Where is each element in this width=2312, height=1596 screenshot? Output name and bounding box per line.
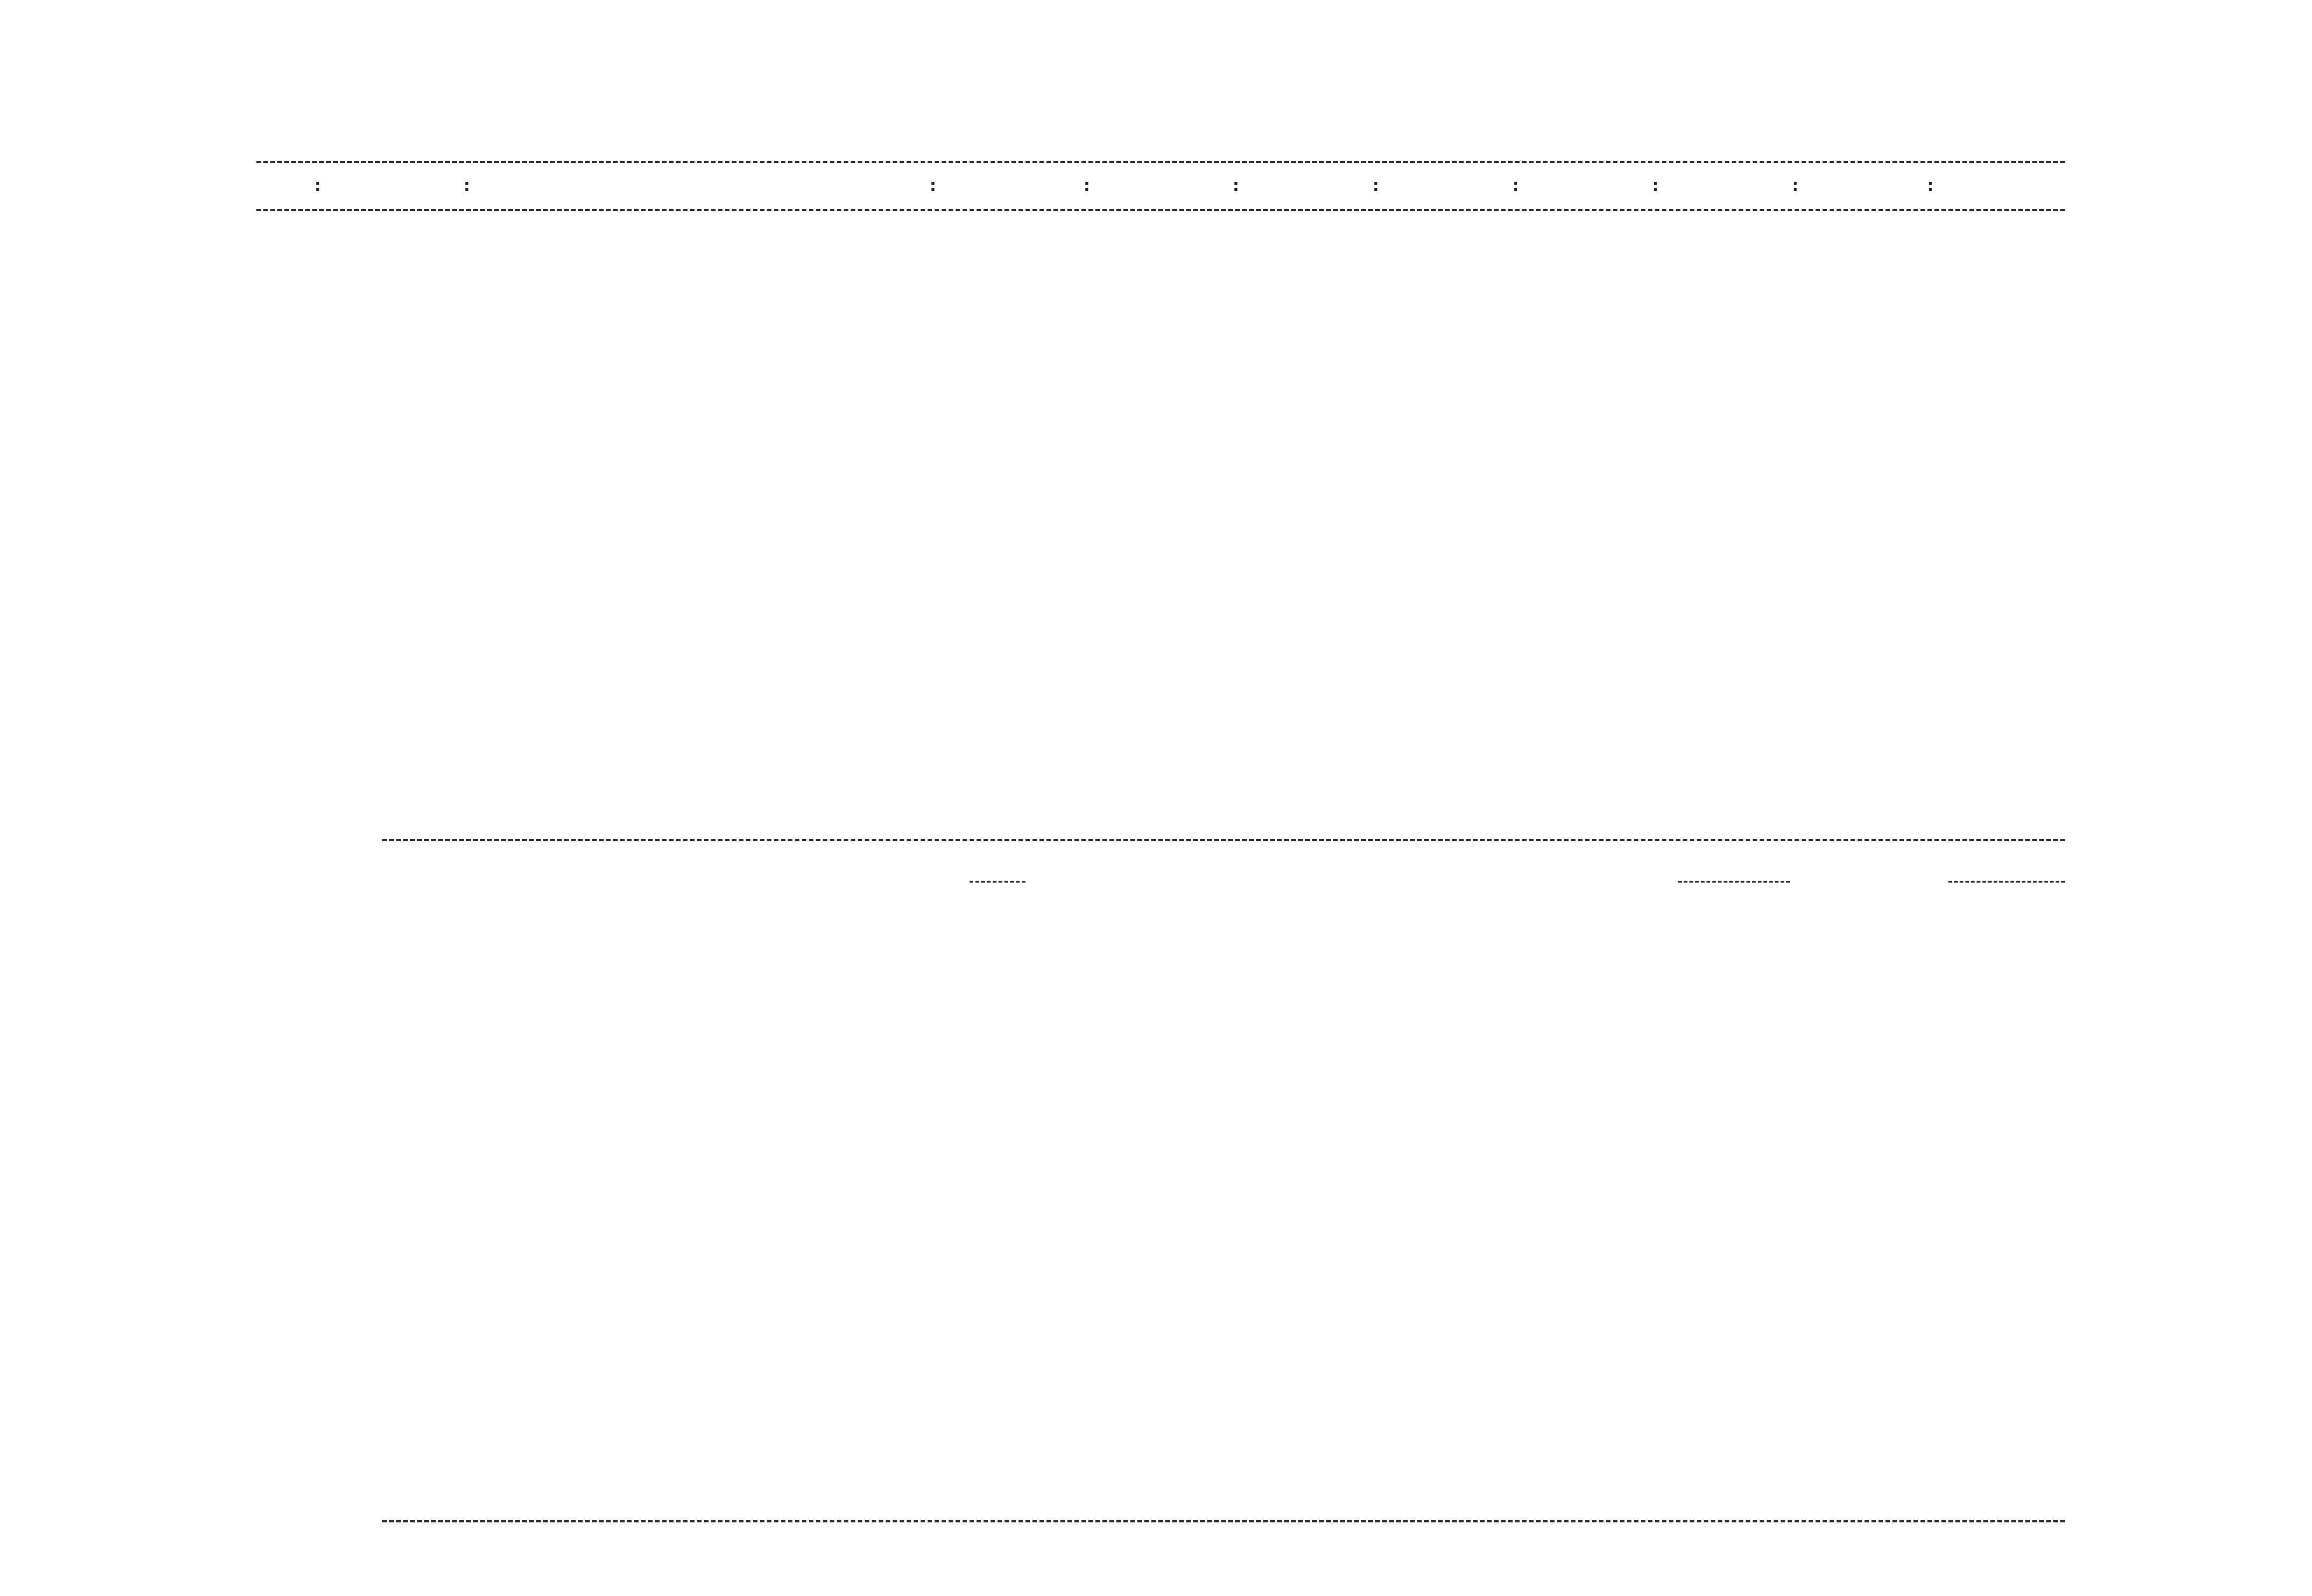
totals-v11-rule [1948, 881, 2065, 883]
column-separator: : [312, 175, 324, 195]
column-separator: : [461, 175, 474, 195]
column-separator: : [1650, 175, 1662, 195]
totals-unit-rule [970, 881, 1025, 883]
column-separator: : [1510, 175, 1522, 195]
totals-top-rule [382, 839, 2065, 841]
column-separator: : [1231, 175, 1243, 195]
top-rule [256, 161, 2065, 163]
column-separator: : [1081, 175, 1094, 195]
bottom-rule [382, 1520, 2065, 1522]
column-separator: : [1790, 175, 1802, 195]
column-separator: : [1925, 175, 1937, 195]
column-separator: : [928, 175, 940, 195]
totals-v9-rule [1678, 881, 1790, 883]
header-bottom-rule [256, 209, 2065, 211]
column-separator: : [1370, 175, 1383, 195]
